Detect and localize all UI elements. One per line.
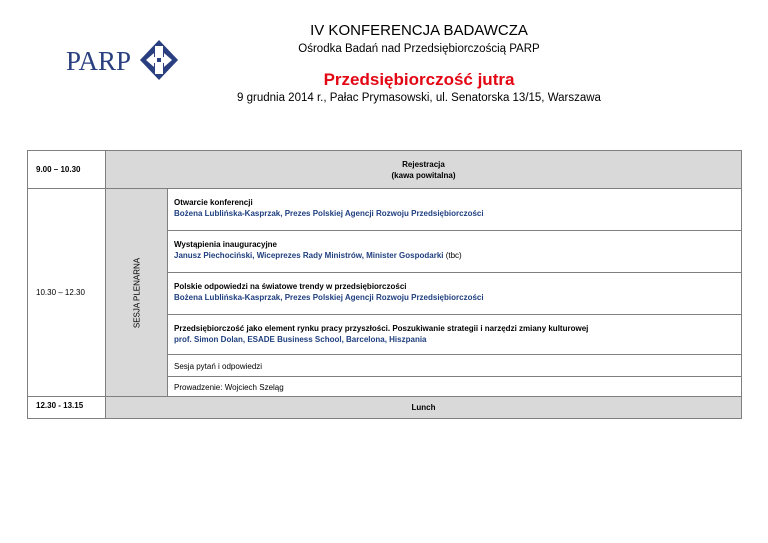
- registration-label: Rejestracja: [402, 159, 445, 169]
- conference-heading: IV KONFERENCJA BADAWCZA: [310, 22, 528, 39]
- registration-row: [28, 151, 742, 189]
- organizer-subheading: Ośrodka Badań nad Przedsiębiorczością PARP: [298, 43, 540, 55]
- session-time: 10.30 – 12.30: [28, 189, 106, 397]
- session-label: SESJA PLENARNA: [132, 257, 141, 328]
- lunch-label: Lunch: [106, 397, 742, 419]
- date-place: 9 grudnia 2014 r., Pałac Prymasowski, ul. Senatorska 13/15, Warszawa: [237, 92, 601, 104]
- item-note: (tbc): [443, 251, 462, 260]
- item-title: Przedsiębiorczość jako element rynku pracy przyszłości. Poszukiwanie strategii i narzędzi zmiany kulturowej: [174, 324, 589, 333]
- qa-cell: [168, 355, 742, 377]
- item-title: Otwarcie konferencji: [174, 198, 253, 207]
- conference-title: Przedsiębiorczość jutra: [323, 70, 515, 89]
- agenda-item: [168, 273, 742, 315]
- item-speaker: prof. Simon Dolan, ESADE Business School, Barcelona, Hiszpania: [174, 335, 427, 344]
- item-title: Wystąpienia inauguracyjne: [174, 240, 277, 249]
- agenda-item: [168, 189, 742, 231]
- registration-sublabel: (kawa powitalna): [391, 170, 456, 180]
- agenda-item: [168, 231, 742, 273]
- qa-label: Sesja pytań i odpowiedzi: [174, 362, 263, 371]
- lunch-time: 12.30 - 13.15: [28, 397, 106, 419]
- registration-cell: [106, 151, 742, 189]
- agenda-item-row: [28, 189, 742, 231]
- item-speaker: Bożena Lublińska-Kasprzak, Prezes Polskiej Agencji Rozwoju Przedsiębiorczości: [174, 293, 484, 302]
- logo-text: PARP: [66, 46, 132, 76]
- session-label-cell: [106, 189, 168, 397]
- item-title: Polskie odpowiedzi na światowe trendy w przedsiębiorczości: [174, 282, 407, 291]
- lunch-row: [28, 397, 742, 419]
- moderator-cell: [168, 377, 742, 397]
- item-speaker: Bożena Lublińska-Kasprzak, Prezes Polskiej Agencji Rozwoju Przedsiębiorczości: [174, 209, 484, 218]
- registration-time: 9.00 – 10.30: [28, 151, 106, 189]
- agenda-table: [27, 150, 742, 419]
- agenda-item: [168, 315, 742, 355]
- moderator-label: Prowadzenie: Wojciech Szeląg: [174, 383, 284, 392]
- item-speaker: Janusz Piechociński, Wiceprezes Rady Ministrów, Minister Gospodarki: [174, 251, 444, 260]
